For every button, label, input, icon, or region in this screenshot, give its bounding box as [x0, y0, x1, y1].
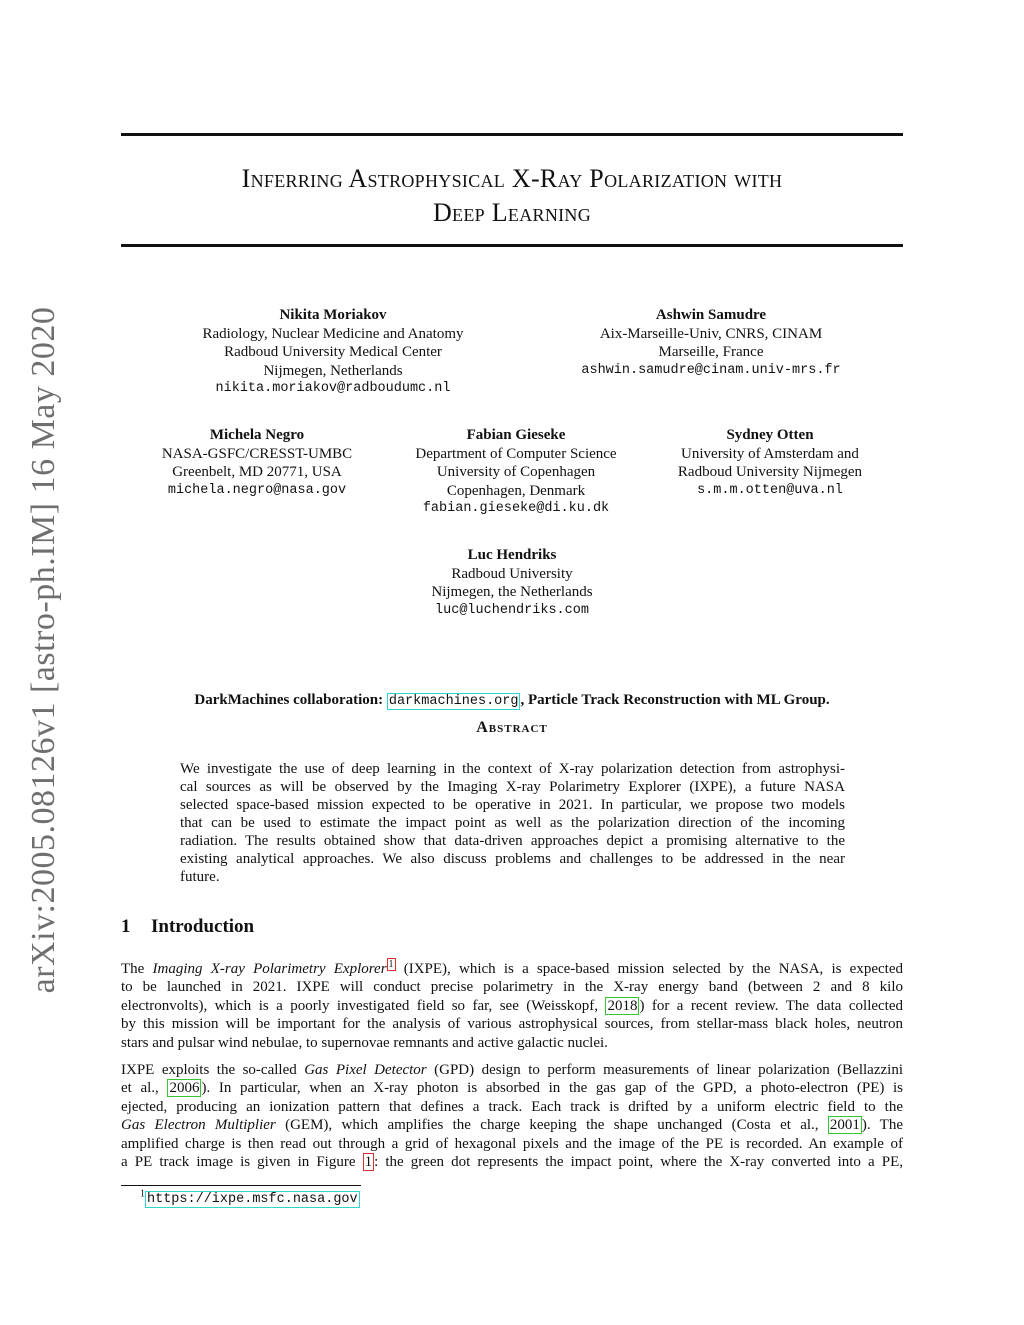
author-name: Ashwin Samudre	[655, 307, 767, 323]
italic-run: Imaging X-ray Polarimetry Explorer	[152, 961, 387, 977]
affiliation-line: NASA-GSFC/CRESST-UMBC	[161, 445, 353, 462]
title-top-rule	[121, 133, 903, 136]
author-email[interactable]: ashwin.samudre@cinam.univ-mrs.fr	[581, 362, 841, 378]
footnote-mark: 1	[140, 1188, 145, 1200]
paragraph-line	[121, 1116, 903, 1134]
intro-paragraph-2	[121, 1061, 903, 1171]
paragraph-line	[121, 1153, 903, 1171]
author-name: Fabian Gieseke	[466, 427, 566, 443]
footnote-1	[140, 1190, 360, 1207]
author-block-negro	[137, 426, 377, 500]
collaboration-prefix: DarkMachines collaboration:	[194, 692, 387, 708]
text-run: a PE track image is given in Figure	[121, 1154, 363, 1171]
title-line-2: Deep Learning	[432, 198, 592, 227]
section-title: Introduction	[151, 916, 255, 937]
affiliation-line: Nijmegen, Netherlands	[263, 362, 403, 379]
affiliation-line: Copenhagen, Denmark	[446, 482, 586, 499]
section-heading-introduction	[121, 916, 254, 938]
text-run: (GPD) design to perform measurements of linear polarization (Bellazzini	[426, 1062, 903, 1078]
affiliation-line: Radiology, Nuclear Medicine and Anatomy	[202, 325, 464, 342]
figure-ref-1[interactable]: 1	[364, 1154, 373, 1171]
paragraph-line: stars and pulsar wind nebulae, to supernovae remnants and active galactic nuclei.	[121, 1034, 608, 1051]
italic-run: Gas Electron Multiplier	[121, 1117, 276, 1134]
paragraph-line	[121, 997, 903, 1015]
text-run: ). The	[861, 1117, 903, 1134]
abstract-line: future.	[180, 869, 220, 885]
author-email[interactable]: s.m.m.otten@uva.nl	[697, 482, 843, 498]
citation-costa-2001[interactable]: 2001	[829, 1117, 860, 1134]
affiliation-line: Radboud University Medical Center	[224, 344, 442, 360]
affiliation-line: Department of Computer Science	[415, 445, 617, 462]
abstract-heading: Abstract	[476, 719, 548, 736]
author-block-hendriks	[392, 546, 632, 620]
paragraph-line: to be launched in 2021. IXPE will conduct precise polarimetry in the X-ray energy band (between 2 and 8 kilo	[121, 979, 903, 996]
text-run: et al.,	[121, 1080, 168, 1097]
paragraph-line	[121, 1079, 903, 1097]
italic-run: Gas Pixel Detector	[304, 1062, 427, 1078]
abstract-line: We investigate the use of deep learning in the context of X-ray polarization detection from astrophysi-	[180, 761, 845, 777]
title-line-1: Inferring Astrophysical X-Ray Polarization with	[241, 164, 783, 193]
author-name: Michela Negro	[209, 427, 305, 443]
paragraph-line: amplified charge is then read out through a grid of hexagonal pixels and the image of the PE is recorded. An example of	[121, 1135, 903, 1152]
arxiv-id-text: arXiv:2005.08126v1 [astro-ph.IM] 16 May 2020	[25, 306, 62, 994]
author-email[interactable]: fabian.gieseke@di.ku.dk	[422, 501, 610, 516]
text-run: : the green dot represents the impact point, where the X-ray converted into a PE,	[374, 1154, 903, 1171]
title-bottom-rule	[121, 244, 903, 247]
text-run: The	[121, 961, 153, 977]
abstract-body	[180, 760, 845, 886]
affiliation-line: University of Amsterdam and	[681, 445, 859, 462]
author-block-samudre	[536, 306, 886, 380]
abstract-line: radiation. The results obtained show that data-driven approaches depict a promising alternative to the	[180, 833, 845, 849]
author-name: Luc Hendriks	[467, 547, 557, 563]
paragraph-line	[121, 1061, 903, 1079]
author-email[interactable]: nikita.moriakov@radboudumc.nl	[215, 381, 451, 396]
text-run: ) for a recent review. The data collected	[639, 997, 904, 1014]
text-run: (IXPE), which is a space-based mission selected by the NASA, is expected	[395, 961, 903, 977]
author-email[interactable]: michela.negro@nasa.gov	[167, 482, 347, 498]
citation-weisskopf-2018[interactable]: 2018	[607, 997, 638, 1014]
collaboration-suffix: , Particle Track Reconstruction with ML Group.	[520, 692, 830, 708]
section-number: 1	[121, 916, 131, 937]
darkmachines-link[interactable]: darkmachines.org	[388, 694, 519, 709]
citation-bellazzini-2006[interactable]: 2006	[169, 1080, 200, 1097]
affiliation-line: Radboud University	[451, 565, 573, 582]
affiliation-line: Radboud University Nijmegen	[677, 464, 863, 480]
author-email[interactable]: luc@luchendriks.com	[435, 602, 589, 618]
abstract-line: selected space-based mission expected to be operative in 2021. In particular, we propose two models	[180, 797, 845, 813]
author-block-gieseke	[386, 426, 646, 519]
affiliation-line: Greenbelt, MD 20771, USA	[172, 464, 342, 480]
author-block-otten	[650, 426, 890, 500]
author-name: Sydney Otten	[726, 427, 814, 443]
paragraph-line: by this mission will be important for the analysis of various astrophysical sources, from stellar-mass black holes, neutron	[121, 1016, 903, 1033]
footnote-url-link[interactable]: https://ixpe.msfc.nasa.gov	[147, 1192, 358, 1207]
affiliation-line: Marseille, France	[658, 344, 764, 360]
text-run: ). In particular, when an X-ray photon is absorbed in the gas gap of the GPD, a photo-electron (PE) is	[201, 1080, 904, 1097]
abstract-line: cal sources as will be observed by the Imaging X-ray Polarimetry Explorer (IXPE), a future NASA	[180, 779, 845, 795]
author-name: Nikita Moriakov	[279, 307, 387, 323]
affiliation-line: Aix-Marseille-Univ, CNRS, CINAM	[599, 325, 823, 342]
affiliation-line: Nijmegen, the Netherlands	[431, 584, 593, 600]
author-block-moriakov	[163, 306, 503, 399]
paragraph-line	[121, 960, 903, 978]
text-run: electronvolts), which is a poorly investigated field so far, see (Weisskopf,	[121, 997, 606, 1014]
abstract-line: that can be used to estimate the impact point as well as the polarization direction of the incoming	[180, 815, 845, 831]
text-run: IXPE exploits the so-called	[121, 1062, 305, 1078]
affiliation-line: University of Copenhagen	[436, 464, 596, 480]
abstract-line: existing analytical approaches. We also discuss problems and challenges to be addressed in the near	[180, 851, 845, 867]
paper-title	[121, 162, 903, 230]
collaboration-line	[121, 692, 903, 709]
text-run: (GEM), which amplifies the charge keeping the shape unchanged (Costa et al.,	[275, 1117, 828, 1134]
footnote-rule	[121, 1185, 361, 1186]
footnote-ref-1[interactable]: 1	[388, 959, 394, 970]
intro-paragraph-1	[121, 960, 903, 1052]
paragraph-line: ejected, producing an ionization pattern that defines a track. Each track is drifted by a uniform electric field to the	[121, 1098, 903, 1115]
